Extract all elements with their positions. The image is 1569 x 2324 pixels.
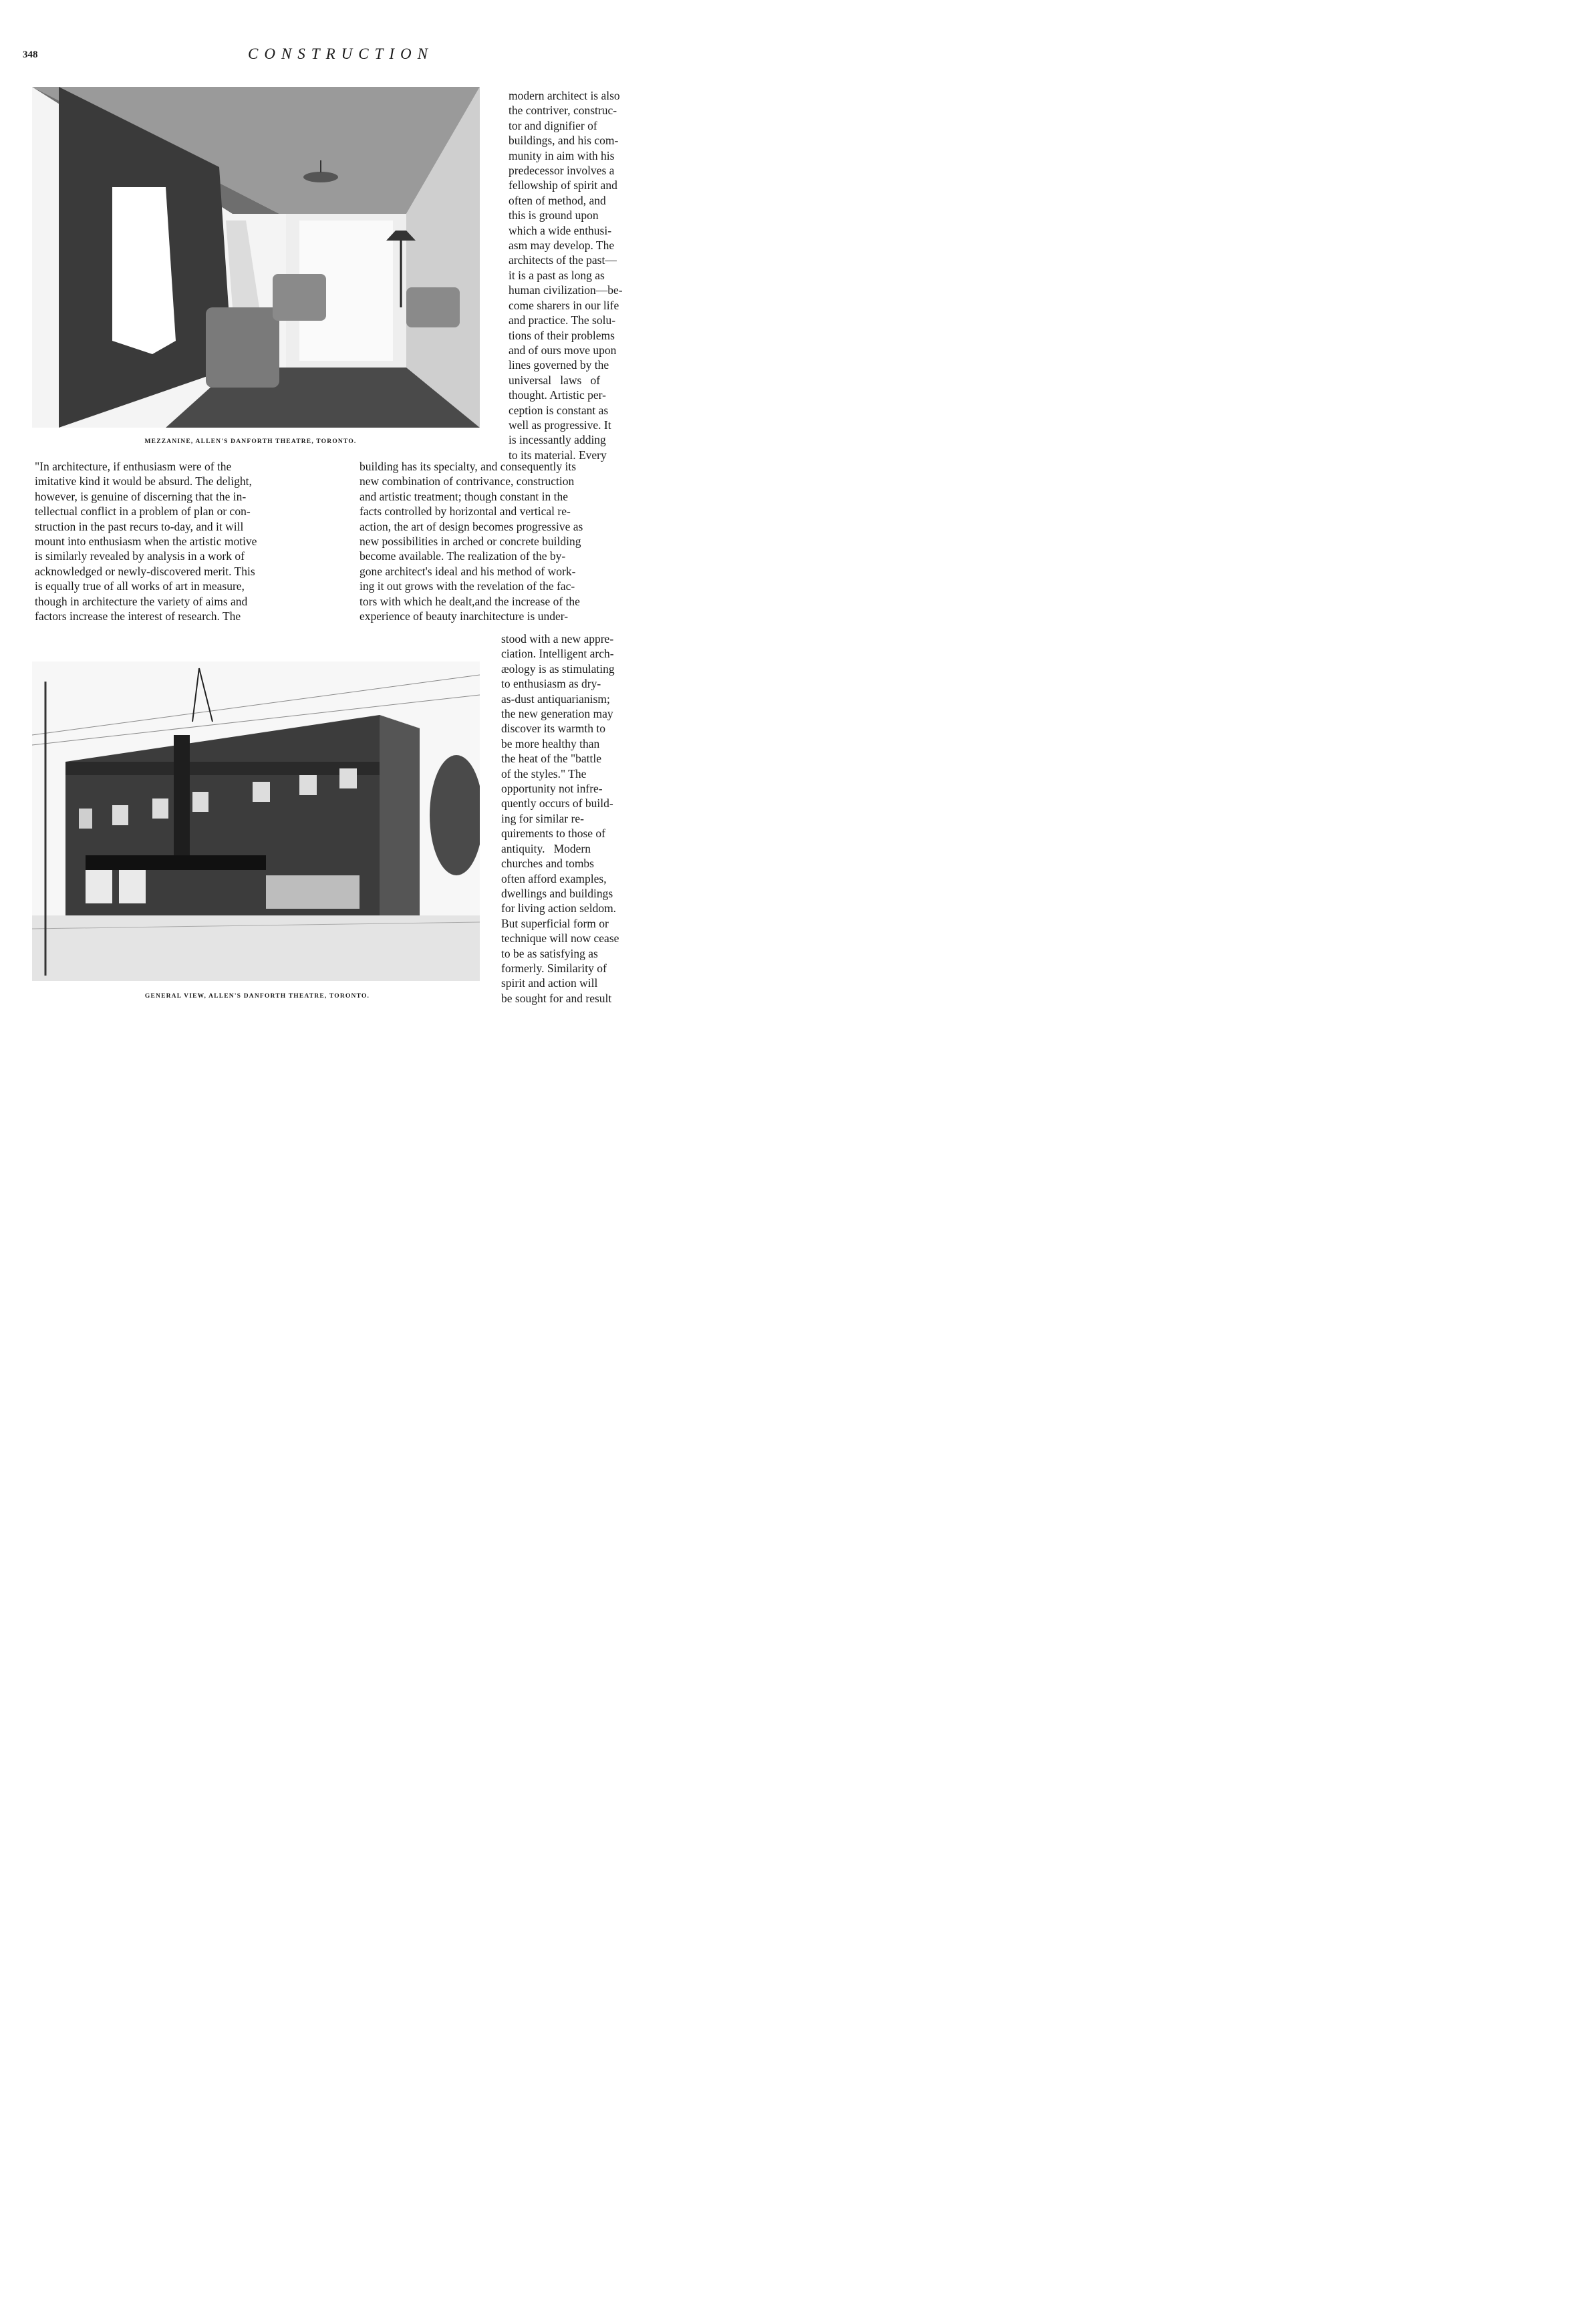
exterior-photo xyxy=(32,662,480,981)
exterior-caption: GENERAL VIEW, ALLEN'S DANFORTH THEATRE, TORONTO. xyxy=(144,993,370,1000)
mezzanine-caption: MEZZANINE, ALLEN'S DANFORTH THEATRE, TORONTO. xyxy=(144,438,357,445)
page-number: 348 xyxy=(23,49,38,60)
right-column-bottom-text: stood with a new appre- ciation. Intelligent arch- æology is as stimulating to enthusiasm as dry- as-dust antiquarianism; the new generation may discover its warmth to be more healthy than the heat of the "battle of the styles." The opportunity not infre- quently occurs of build- ing for similar re- quirements to those of antiquity. Modern churches and tombs often afford examples, dwellings and buildings for living action seldom. But superficial form or technique will now cease to be as satisfying as formerly. Similarity of spirit and action will be sought for and result xyxy=(501,632,619,1005)
mezzanine-photo xyxy=(32,87,480,428)
right-column-top-text: modern architect is also the contriver, construc- tor and dignifier of buildings, and his com- munity in aim with his predecessor involves a fellowship of spirit and often of method, and this is ground upon which a wide enthusi- asm may develop. The architects of the past— it is a past as long as human civilization—be- come sharers in our life and practice. The solu- tions of their problems and of ours move upon lines governed by the universal laws of thought. Artistic per- ception is constant as well as progressive. It is incessantly adding to its material. Every xyxy=(509,89,623,462)
left-column-middle-text: "In architecture, if enthusiasm were of the imitative kind it would be absurd. The delight, however, is genuine of discerning that the in- tellectual conflict in a problem of plan or con- struction in the past recurs to-day, and it will mount into enthusiasm when the artistic motive is similarly revealed by analysis in a work of acknowledged or newly-discovered merit. This is equally true of all works of art in measure, though in architecture the variety of aims and factors increase the interest of research. The xyxy=(35,460,257,623)
right-column-middle-text: building has its specialty, and consequently its new combination of contrivance, construction and artistic treatment; though constant in the facts controlled by horizontal and vertical re- action, the art of design becomes progressive as new possibilities in arched or concrete building become available. The realization of the by- gone architect's ideal and his method of work- ing it out grows with the revelation of the fac- tors with which he dealt,and the increase of the experience of beauty inarchitecture is under- xyxy=(360,460,583,623)
running-title: CONSTRUCTION xyxy=(248,45,434,62)
